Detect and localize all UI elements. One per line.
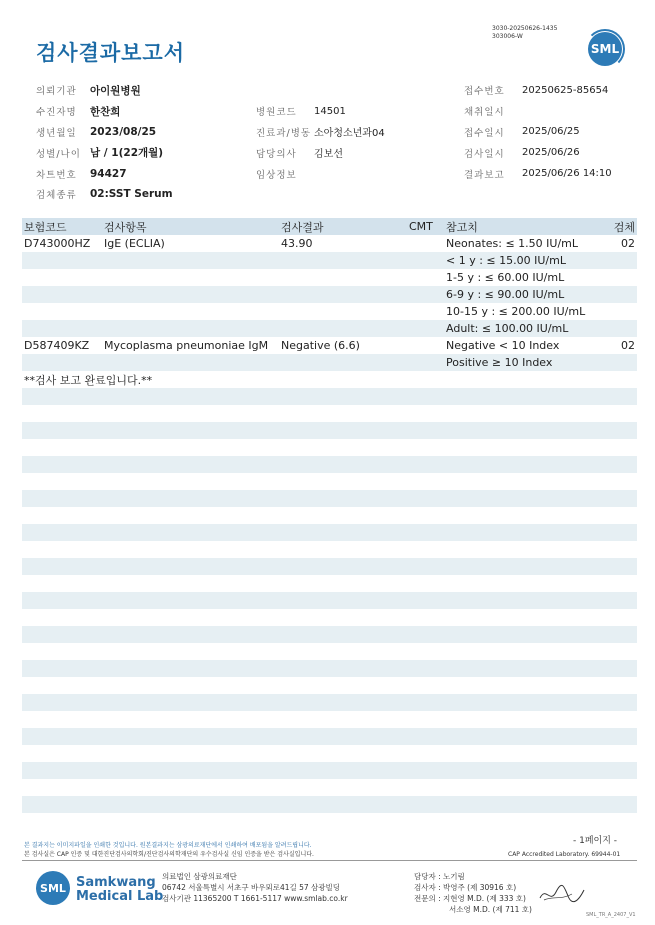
info-label: 생년월일 <box>36 127 77 139</box>
table-row <box>22 456 637 473</box>
table-row <box>22 473 637 490</box>
cap-accreditation: CAP Accredited Laboratory. 69944-01 <box>508 851 621 858</box>
lab-address-3: 검사기관 11365200 T 1661-5117 www.smlab.co.kr <box>162 894 348 903</box>
info-label: 성별/나이 <box>36 148 81 160</box>
info-label: 검체종류 <box>36 190 77 202</box>
lab-logo-text: SML <box>40 881 66 895</box>
staff-line-2: 검사자 : 박영주 (제 30916 호) <box>414 883 517 892</box>
table-row <box>22 796 637 813</box>
logo-text: SML <box>590 42 620 56</box>
info-label: 담당의사 <box>256 148 297 160</box>
cell-reference: Positive ≥ 10 Index <box>446 356 553 369</box>
cell-reference: 6-9 y : ≤ 90.00 IU/mL <box>446 288 565 301</box>
table-row <box>22 422 637 439</box>
header-test-result: 검사결과 <box>281 220 324 234</box>
info-value: 2025/06/26 <box>522 147 580 159</box>
table-row <box>22 745 637 762</box>
info-value: 아이원병원 <box>90 84 141 97</box>
info-label: 차트번호 <box>36 169 77 181</box>
results-table <box>22 218 637 813</box>
table-row <box>22 541 637 558</box>
table-row <box>22 609 637 626</box>
table-row <box>22 337 637 354</box>
lab-name-line-1: Samkwang <box>76 875 156 890</box>
cell-insurance-code: D743000HZ <box>24 237 91 250</box>
document-code-line-2: 303006-W <box>492 33 523 40</box>
document-code <box>492 25 557 41</box>
lab-address-2: 06742 서울특별시 서초구 바우뫼로41길 57 삼광빌딩 <box>162 883 341 892</box>
lab-address <box>162 871 348 904</box>
cell-insurance-code: **검사 보고 완료입니다.** <box>24 373 153 387</box>
staff-line-4: 서소영 M.D. (제 711 호) <box>449 905 532 914</box>
table-row <box>22 507 637 524</box>
cell-specimen: 02 <box>621 339 635 352</box>
cell-reference: < 1 y : ≤ 15.00 IU/mL <box>446 254 566 267</box>
table-row <box>22 694 637 711</box>
table-row <box>22 643 637 660</box>
table-row <box>22 405 637 422</box>
table-row <box>22 439 637 456</box>
lab-staff <box>414 871 532 915</box>
table-row <box>22 524 637 541</box>
sml-logo-icon <box>588 32 622 66</box>
table-row <box>22 660 637 677</box>
footer-notice <box>24 841 314 859</box>
cell-reference: 1-5 y : ≤ 60.00 IU/mL <box>446 271 565 284</box>
header-test-item: 검사항목 <box>104 220 147 234</box>
footer-notice-2: 본 검사실은 CAP 인증 및 대한진단검사의학회/진단검사의학재단의 우수검사실 신임 인증을 받은 검사실입니다. <box>24 851 314 858</box>
info-value: 02:SST Serum <box>90 188 173 201</box>
table-row <box>22 269 637 286</box>
results-header <box>22 218 637 235</box>
cell-reference: Adult: ≤ 100.00 IU/mL <box>446 322 569 335</box>
cell-reference: Negative < 10 Index <box>446 339 560 352</box>
table-row <box>22 592 637 609</box>
cell-test-result: Negative (6.6) <box>281 339 360 352</box>
info-label: 임상정보 <box>256 169 297 181</box>
footer-notice-1: 본 결과지는 이미지파일을 인쇄한 것입니다. 원본결과지는 삼광의료재단에서 인쇄하여 배포됨을 알려드립니다. <box>24 842 312 849</box>
table-row <box>22 677 637 694</box>
lab-name <box>76 876 163 904</box>
info-value: 한찬희 <box>90 105 121 118</box>
footer-divider <box>22 860 637 861</box>
table-row <box>22 558 637 575</box>
table-row <box>22 303 637 320</box>
table-row <box>22 626 637 643</box>
cell-specimen: 02 <box>621 237 635 250</box>
table-row <box>22 371 637 388</box>
cell-reference: 10-15 y : ≤ 200.00 IU/mL <box>446 305 586 318</box>
page-title: 검사결과보고서 <box>36 41 186 65</box>
info-value: 94427 <box>90 167 127 180</box>
document-code-line-1: 3030-20250626-1435 <box>492 25 558 32</box>
table-row <box>22 762 637 779</box>
info-value: 남 / 1(22개월) <box>90 147 164 160</box>
info-row <box>22 184 637 205</box>
table-row <box>22 388 637 405</box>
table-row <box>22 779 637 796</box>
page-number: - 1페이지 - <box>573 836 618 846</box>
staff-line-3: 전문의 : 지현영 M.D. (제 333 호) <box>414 894 526 903</box>
info-value: 2023/08/25 <box>90 125 157 138</box>
table-row <box>22 728 637 745</box>
table-row <box>22 354 637 371</box>
results-body <box>22 235 637 813</box>
cell-test-result: 43.90 <box>281 237 313 250</box>
logo-arc-icon <box>585 29 625 69</box>
info-label: 접수번호 <box>464 86 505 98</box>
info-value: 소아청소년과04 <box>314 128 385 140</box>
info-row <box>22 142 637 163</box>
table-row <box>22 711 637 728</box>
info-label: 수진자명 <box>36 107 77 119</box>
info-label: 접수일시 <box>464 127 505 139</box>
cell-test-item: IgE (ECLIA) <box>104 237 165 250</box>
info-value: 20250625-85654 <box>522 84 609 96</box>
info-value: 2025/06/25 <box>522 126 580 138</box>
header-cmt: CMT <box>409 220 433 233</box>
staff-line-1: 담당자 : 노기림 <box>414 872 465 881</box>
header-specimen: 검체 <box>613 220 635 234</box>
info-label: 의뢰기관 <box>36 86 77 98</box>
cell-insurance-code: D587409KZ <box>24 339 90 352</box>
info-value: 2025/06/26 14:10 <box>522 168 612 180</box>
header-reference: 참고치 <box>446 220 478 234</box>
info-label: 결과보고 <box>464 169 505 181</box>
table-row <box>22 575 637 592</box>
form-code: SML_TR_A_2407_V1 <box>586 912 636 918</box>
table-row <box>22 286 637 303</box>
info-row <box>22 163 637 184</box>
table-row <box>22 235 637 252</box>
info-label: 진료과/병동 <box>256 127 312 139</box>
header-insurance-code: 보험코드 <box>24 220 67 234</box>
info-row <box>22 101 637 122</box>
lab-address-1: 의료법인 삼광의료재단 <box>162 872 237 881</box>
info-label: 채취일시 <box>464 107 505 119</box>
cell-reference: Neonates: ≤ 1.50 IU/mL <box>446 237 578 250</box>
table-row <box>22 320 637 337</box>
info-label: 병원코드 <box>256 107 297 119</box>
lab-logo-icon <box>36 871 70 905</box>
info-value: 김보선 <box>314 149 343 161</box>
patient-info <box>22 80 637 205</box>
table-row <box>22 252 637 269</box>
info-label: 검사일시 <box>464 148 505 160</box>
info-row <box>22 80 637 101</box>
cell-test-item: Mycoplasma pneumoniae IgM <box>104 339 269 352</box>
table-row <box>22 490 637 507</box>
signature-icon <box>538 882 586 906</box>
info-value: 14501 <box>314 105 346 117</box>
lab-name-line-2: Medical Lab <box>76 889 164 904</box>
info-row <box>22 122 637 143</box>
